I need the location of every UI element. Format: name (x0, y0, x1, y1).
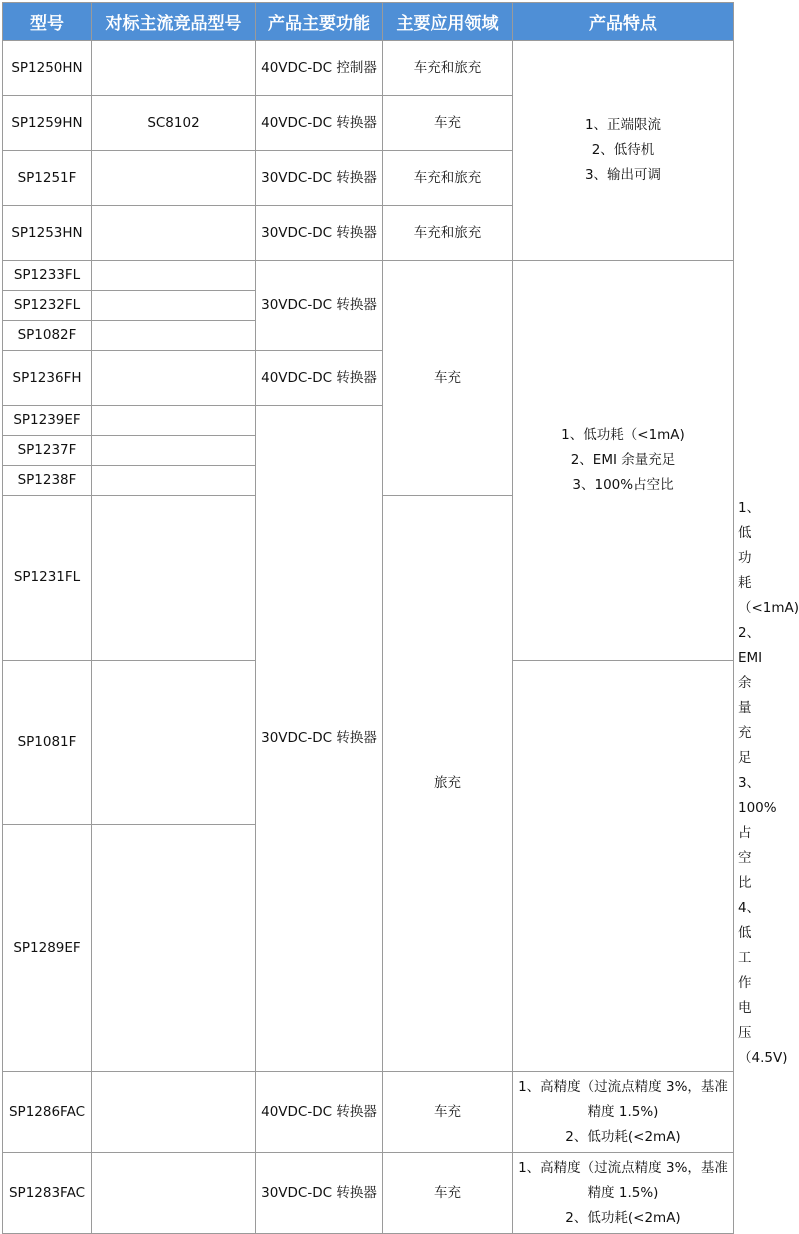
competitor-cell (92, 351, 256, 406)
product-spec-table (2, 2, 799, 1234)
feature-line: 2、低待机 (591, 142, 655, 158)
competitor-cell (92, 206, 256, 261)
competitor-cell (92, 1153, 256, 1234)
feature-line: 2、EMI 余量充足 (570, 451, 676, 468)
model-cell: SP1232FL (3, 291, 92, 321)
feature-line: 1、高精度（过流点精度 3%，基准精度 1.5%) (518, 1159, 728, 1201)
application-cell: 车充 (383, 96, 513, 151)
feature-line: 1、低功耗（<1mA) (561, 426, 685, 443)
function-cell: 30VDC-DC 转换器 (256, 406, 383, 1072)
table-row (3, 1153, 734, 1234)
feature-line: 2、低功耗(<2mA) (565, 1128, 681, 1145)
feature-line: 1、高精度（过流点精度 3%，基准精度 1.5%) (518, 1078, 728, 1120)
model-cell: SP1289EF (3, 825, 92, 1072)
header-row (3, 3, 734, 41)
header-model: 型号 (3, 3, 92, 41)
model-cell: SP1236FH (3, 351, 92, 406)
model-cell: SP1259HN (3, 96, 92, 151)
feature-line: 1、正端限流 (584, 117, 662, 133)
function-cell: 30VDC-DC 转换器 (256, 1153, 383, 1234)
competitor-cell (92, 291, 256, 321)
model-cell: SP1250HN (3, 41, 92, 96)
application-cell: 车充和旅充 (383, 41, 513, 96)
model-cell: SP1233FL (3, 261, 92, 291)
function-cell: 40VDC-DC 控制器 (256, 41, 383, 96)
feature-line: 4、低工作电压（4.5V) (738, 900, 788, 1066)
competitor-cell (92, 261, 256, 291)
header-competitor: 对标主流竞品型号 (92, 3, 256, 41)
function-cell: 40VDC-DC 转换器 (256, 1072, 383, 1153)
feature-line: 1、低功耗（<1mA) (738, 500, 799, 616)
features-cell (513, 41, 734, 261)
competitor-cell (92, 660, 256, 825)
function-cell: 30VDC-DC 转换器 (256, 151, 383, 206)
model-cell: SP1237F (3, 436, 92, 466)
competitor-cell (92, 41, 256, 96)
competitor-cell: SC8102 (92, 96, 256, 151)
header-features: 产品特点 (513, 3, 734, 41)
application-cell: 车充和旅充 (383, 151, 513, 206)
model-cell: SP1238F (3, 466, 92, 496)
model-cell: SP1239EF (3, 406, 92, 436)
table-row (3, 1072, 734, 1153)
model-cell: SP1082F (3, 321, 92, 351)
competitor-cell (92, 496, 256, 661)
competitor-cell (92, 1072, 256, 1153)
application-cell: 旅充 (383, 496, 513, 1072)
function-cell: 40VDC-DC 转换器 (256, 96, 383, 151)
features-cell (513, 261, 734, 661)
model-cell: SP1283FAC (3, 1153, 92, 1234)
competitor-cell (92, 436, 256, 466)
feature-line: 3、100%占空比 (572, 476, 674, 493)
feature-line: 3、输出可调 (584, 167, 662, 183)
header-application: 主要应用领域 (383, 3, 513, 41)
feature-line: 3、100%占空比 (738, 775, 777, 891)
competitor-cell (92, 151, 256, 206)
model-cell: SP1231FL (3, 496, 92, 661)
application-cell: 车充 (383, 1153, 513, 1234)
application-cell: 车充 (383, 1072, 513, 1153)
competitor-cell (92, 321, 256, 351)
model-cell: SP1081F (3, 660, 92, 825)
competitor-cell (92, 825, 256, 1072)
function-cell: 40VDC-DC 转换器 (256, 351, 383, 406)
model-cell: SP1286FAC (3, 1072, 92, 1153)
function-cell: 30VDC-DC 转换器 (256, 261, 383, 351)
model-cell: SP1253HN (3, 206, 92, 261)
application-cell: 车充 (383, 261, 513, 496)
features-cell (513, 1072, 734, 1153)
table-row (3, 261, 734, 291)
feature-line: 2、EMI 余量充足 (738, 625, 763, 766)
features-cell (513, 1153, 734, 1234)
table-row (3, 41, 734, 96)
model-cell: SP1251F (3, 151, 92, 206)
competitor-cell (92, 406, 256, 436)
header-function: 产品主要功能 (256, 3, 383, 41)
application-cell: 车充和旅充 (383, 206, 513, 261)
feature-line: 2、低功耗(<2mA) (565, 1209, 681, 1226)
competitor-cell (92, 466, 256, 496)
function-cell: 30VDC-DC 转换器 (256, 206, 383, 261)
